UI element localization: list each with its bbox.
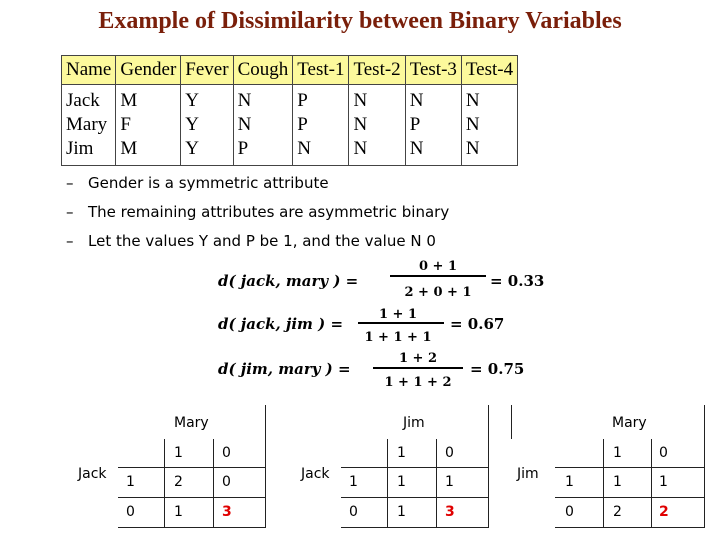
- test-2-column: [349, 85, 405, 166]
- formula-numerator: 0 + 1: [418, 259, 458, 274]
- fever-column: [181, 85, 233, 166]
- count-cell: 3: [445, 504, 455, 520]
- table-cell: N: [237, 114, 252, 135]
- formula-lhs: d( jack, mary ) =: [218, 272, 359, 290]
- row-head: 1: [126, 474, 135, 490]
- column-head: 1: [174, 445, 183, 461]
- formula-jack-mary: [218, 259, 544, 300]
- table-border: [603, 439, 604, 527]
- table-cell: N: [297, 138, 311, 159]
- row-head: 0: [349, 504, 358, 520]
- table-cell: Jim: [66, 138, 94, 159]
- formula-jack-jim: [218, 307, 504, 345]
- slide-title: Example of Dissimilarity between Binary Variables: [98, 8, 622, 34]
- table-cell: Y: [185, 90, 200, 111]
- table-border: [341, 467, 489, 468]
- column-head: 1: [397, 445, 406, 461]
- table-header-row: [62, 56, 518, 85]
- table-border: [555, 527, 705, 528]
- contingency-table-jack-mary: [78, 405, 268, 535]
- table-border: [341, 497, 489, 498]
- table-cell: N: [465, 138, 480, 159]
- table-cell: M: [120, 138, 138, 159]
- bullet-item: [66, 174, 449, 203]
- table-cell: N: [353, 114, 368, 135]
- formula-denominator: 1 + 1 + 2: [384, 375, 452, 390]
- column-label: Mary: [612, 415, 647, 431]
- table-cell: N: [409, 138, 424, 159]
- column-head: 0: [445, 445, 454, 461]
- formula-numerator: 1 + 2: [398, 351, 438, 366]
- header-fever: Fever: [181, 56, 233, 85]
- table-border: [164, 439, 165, 527]
- table-cell: N: [353, 138, 368, 159]
- header-name: Name: [62, 56, 116, 85]
- table-border: [488, 405, 489, 439]
- count-cell: 2: [174, 474, 183, 490]
- row-label: Jack: [301, 466, 330, 482]
- table-border: [213, 439, 214, 527]
- column-head: 1: [613, 445, 622, 461]
- count-cell: 1: [174, 504, 183, 520]
- table-cell: F: [120, 114, 131, 135]
- table-cell: N: [465, 114, 480, 135]
- table-body-row: [62, 85, 518, 166]
- formula-lhs: d( jack, jim ) =: [218, 315, 344, 333]
- bullet-text: Gender is a symmetric attribute: [88, 174, 329, 192]
- table-cell: P: [237, 138, 249, 159]
- count-cell: 2: [659, 504, 669, 520]
- formula-denominator: 1 + 1 + 1: [364, 330, 432, 345]
- table-border: [651, 439, 652, 527]
- header-test-3: Test-3: [405, 56, 461, 85]
- row-head: 0: [126, 504, 135, 520]
- test-1-column: [293, 85, 349, 166]
- row-head: 0: [565, 504, 574, 520]
- count-cell: 1: [397, 474, 406, 490]
- dissimilarity-formulas: [210, 258, 550, 393]
- table-cell: P: [297, 90, 308, 111]
- row-label: Jack: [78, 466, 107, 482]
- patient-table: [61, 55, 518, 166]
- count-cell: 1: [397, 504, 406, 520]
- table-border: [436, 439, 437, 527]
- column-head: 0: [222, 445, 231, 461]
- contingency-table-jack-jim: [301, 405, 491, 535]
- count-cell: 2: [613, 504, 622, 520]
- table-cell: M: [120, 90, 138, 111]
- table-cell: Y: [185, 114, 200, 135]
- header-gender: Gender: [116, 56, 181, 85]
- header-test-2: Test-2: [349, 56, 405, 85]
- count-cell: 1: [613, 474, 622, 490]
- table-cell: N: [465, 90, 480, 111]
- test-4-column: [461, 85, 517, 166]
- bullet-list: [66, 174, 449, 261]
- table-border: [704, 439, 705, 527]
- name-column: [62, 85, 116, 166]
- gender-column: [116, 85, 181, 166]
- table-border: [265, 405, 266, 439]
- table-border: [488, 439, 489, 527]
- table-border: [511, 405, 512, 439]
- contingency-table-jim-mary: [511, 405, 706, 535]
- formula-jim-mary: [218, 351, 524, 390]
- header-test-4: Test-4: [461, 56, 517, 85]
- table-border: [704, 405, 705, 439]
- header-cough: Cough: [233, 56, 293, 85]
- table-cell: Y: [185, 138, 200, 159]
- bullet-dash: –: [66, 232, 74, 250]
- table-border: [118, 467, 266, 468]
- table-border: [555, 497, 705, 498]
- table-border: [118, 497, 266, 498]
- cough-column: [233, 85, 293, 166]
- formula-lhs: d( jim, mary ) =: [218, 360, 351, 378]
- bullet-dash: –: [66, 174, 74, 192]
- count-cell: 3: [222, 504, 232, 520]
- row-head: 1: [565, 474, 574, 490]
- count-cell: 0: [222, 474, 231, 490]
- table-cell: N: [353, 90, 368, 111]
- column-label: Jim: [403, 415, 425, 431]
- table-border: [118, 527, 266, 528]
- header-test-1: Test-1: [293, 56, 349, 85]
- test-3-column: [405, 85, 461, 166]
- bullet-item: [66, 203, 449, 232]
- bullet-text: The remaining attributes are asymmetric binary: [88, 203, 450, 221]
- column-label: Mary: [174, 415, 209, 431]
- bullet-dash: –: [66, 203, 74, 221]
- formula-result: = 0.75: [470, 360, 525, 378]
- table-border: [265, 439, 266, 527]
- count-cell: 1: [445, 474, 454, 490]
- count-cell: 1: [659, 474, 668, 490]
- table-border: [387, 439, 388, 527]
- column-head: 0: [659, 445, 668, 461]
- table-cell: N: [409, 90, 424, 111]
- table-cell: N: [237, 90, 252, 111]
- bullet-item: [66, 232, 449, 261]
- row-label: Jim: [517, 466, 539, 482]
- table-cell: P: [409, 114, 421, 135]
- table-border: [555, 467, 705, 468]
- bullet-text: Let the values Y and P be 1, and the value N 0: [88, 232, 436, 250]
- table-cell: Jack: [66, 90, 100, 111]
- formula-denominator: 2 + 0 + 1: [404, 285, 472, 300]
- formula-result: = 0.67: [450, 315, 505, 333]
- formula-numerator: 1 + 1: [378, 307, 418, 322]
- row-head: 1: [349, 474, 358, 490]
- table-cell: Mary: [66, 114, 108, 135]
- table-cell: P: [297, 114, 308, 135]
- table-border: [341, 527, 489, 528]
- formula-result: = 0.33: [490, 272, 545, 290]
